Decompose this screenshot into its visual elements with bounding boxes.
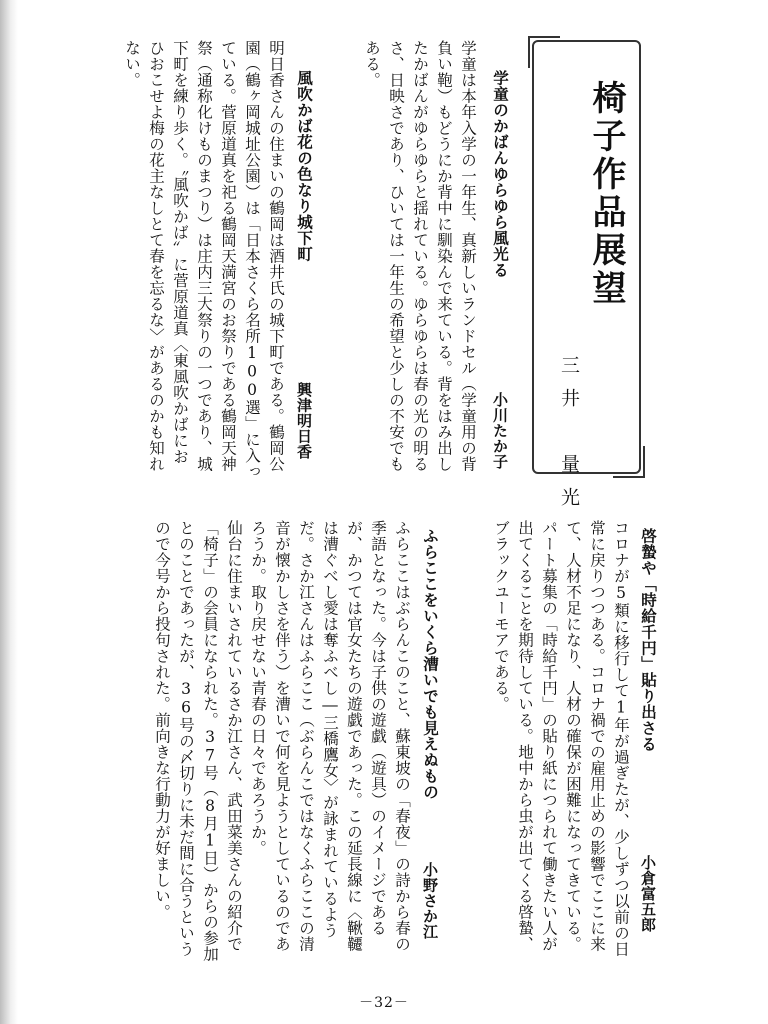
entry-4-haiku: ふらここをいくら漕いでも見えぬもの (421, 528, 439, 800)
entry-2-author: 興津明日香 (295, 382, 313, 460)
entry-3-author: 小倉富五郎 (639, 855, 657, 933)
entry-3-body: コロナが5類に移行して1年が過ぎたが、少しずつ以前の日常に戻りつつある。コロナ禍での雇用止めの影響でここに来て、人材不足になり、人材の確保が困難になってきている。パート募集の「時給千円」の貼り紙につられて働きたい人が出てくることを期待している。地中から虫が出てくる啓蟄、ブラックユーモアである。 (492, 520, 630, 957)
entry-1-body: 学童は本年入学の一年生、真新しいランドセル（学童用の背負い鞄）もどうにか背中に馴染んで来ている。背をはみ出したかばんがゆらゆらと揺れている。ゆらゆらは春の光の明るさ、日映さであり、ひいては一年生の希望と少しの不安でもある。 (363, 40, 477, 472)
entry-2-haiku: 風吹かば花の色なり城下町 (295, 70, 313, 262)
entry-4-author: 小野さか江 (421, 862, 439, 940)
entry-3-haiku: 啓蟄や「時給千円」貼り出さる (639, 528, 657, 752)
entry-1-haiku: 学童のかばんゆらゆら風光る (491, 70, 509, 278)
page-edge-shadow (0, 0, 18, 1024)
entry-4-body: ふらここはぶらんこのこと、蘇東坡の「春夜」の詩から春の季語となった。今は子供の遊戯（遊具）のイメージであるが、かつては官女たちの遊戯であった。この延長線に〈鞦韆は漕ぐべし愛は奪ふべし―三橋鷹女〉が詠まれているようだ。さか江さんはふらここ（ぶらんこではなくふらここの清音が懐かしさを伴う）を漕いで何を見ようとしているのであろうか。取り戻せない青春の日々であろうか。 仙台に住まいされているさか江さん、武田菜美さんの紹介で「椅子」の会員になられた。37号（8月1日）からの参加とのことであったが、36号の〆切りに未だ間に合うというので今号から投句された。前向きな行動力が好ましい。 (153, 520, 411, 962)
byline: 三井 量光 (558, 355, 580, 520)
entry-1-author: 小川たか子 (491, 392, 509, 470)
entry-2-body: 明日香さんの住まいの鶴岡は酒井氏の城下町である。鶴岡公園（鶴ヶ岡城址公園）は「日本さくら名所100選」に入っている。菅原道真を祀る鶴岡天満宮のお祭りである鶴岡天神祭（通称化けものまつり）は庄内三大祭りの一つであり、城下町を練り歩く。〝風吹かば〟に菅原道真〈東風吹かばにおひおこせよ梅の花主なしとて春を忘るな〉があるのかも知れない。 (123, 40, 285, 480)
page-number: －32－ (359, 995, 409, 1011)
page-title: 椅子作品展望 (586, 80, 626, 308)
